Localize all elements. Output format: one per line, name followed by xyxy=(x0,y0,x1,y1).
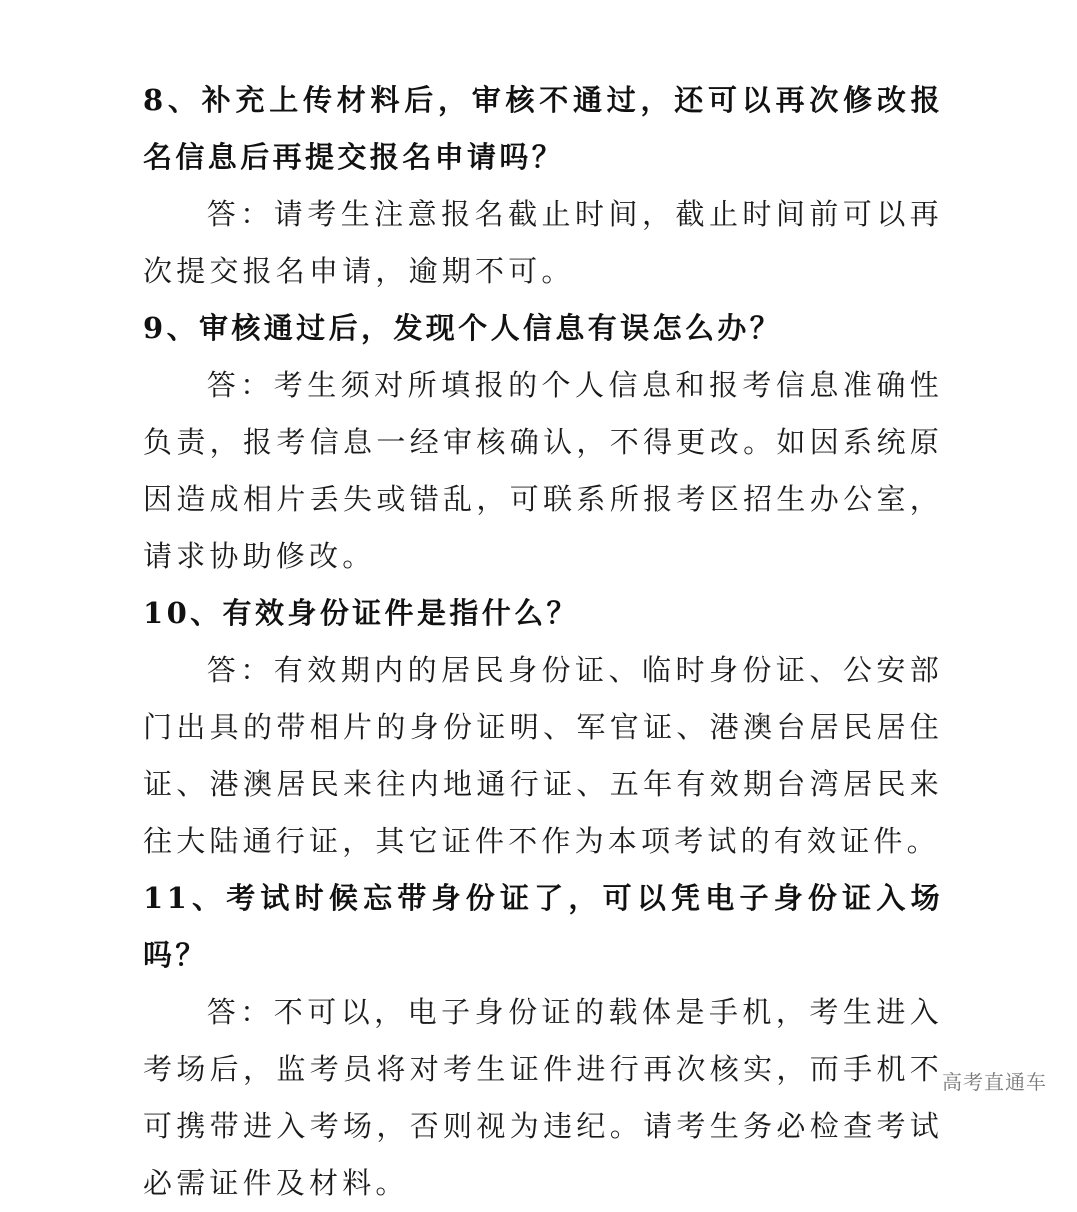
faq-item-11 xyxy=(143,870,943,1212)
faq-answer: 答：考生须对所填报的个人信息和报考信息准确性负责，报考信息一经审核确认，不得更改。如因系统原因造成相片丢失或错乱，可联系所报考区招生办公室，请求协助修改。 xyxy=(143,368,943,573)
faq-answer: 答：请考生注意报名截止时间，截止时间前可以再次提交报名申请，逾期不可。 xyxy=(143,197,943,288)
faq-question: 8、补充上传材料后，审核不通过，还可以再次修改报名信息后再提交报名申请吗？ xyxy=(143,83,943,174)
source-watermark: 高考直通车 xyxy=(942,1070,1047,1094)
faq-question: 9、审核通过后，发现个人信息有误怎么办？ xyxy=(143,311,783,345)
faq-question: 10、有效身份证件是指什么？ xyxy=(143,596,579,630)
faq-answer: 答：不可以，电子身份证的载体是手机，考生进入考场后，监考员将对考生证件进行再次核实，而手机不可携带进入考场，否则视为违纪。请考生务必检查考试必需证件及材料。 xyxy=(143,995,943,1200)
faq-item-8 xyxy=(143,72,943,300)
faq-question: 11、考试时候忘带身份证了，可以凭电子身份证入场吗？ xyxy=(143,881,943,972)
faq-answer: 答：有效期内的居民身份证、临时身份证、公安部门出具的带相片的身份证明、军官证、港澳台居民居住证、港澳居民来往内地通行证、五年有效期台湾居民来往大陆通行证，其它证件不作为本项考试的有效证件。 xyxy=(143,653,943,858)
faq-document xyxy=(143,72,943,1212)
faq-item-9 xyxy=(143,300,943,585)
faq-item-10 xyxy=(143,585,943,870)
